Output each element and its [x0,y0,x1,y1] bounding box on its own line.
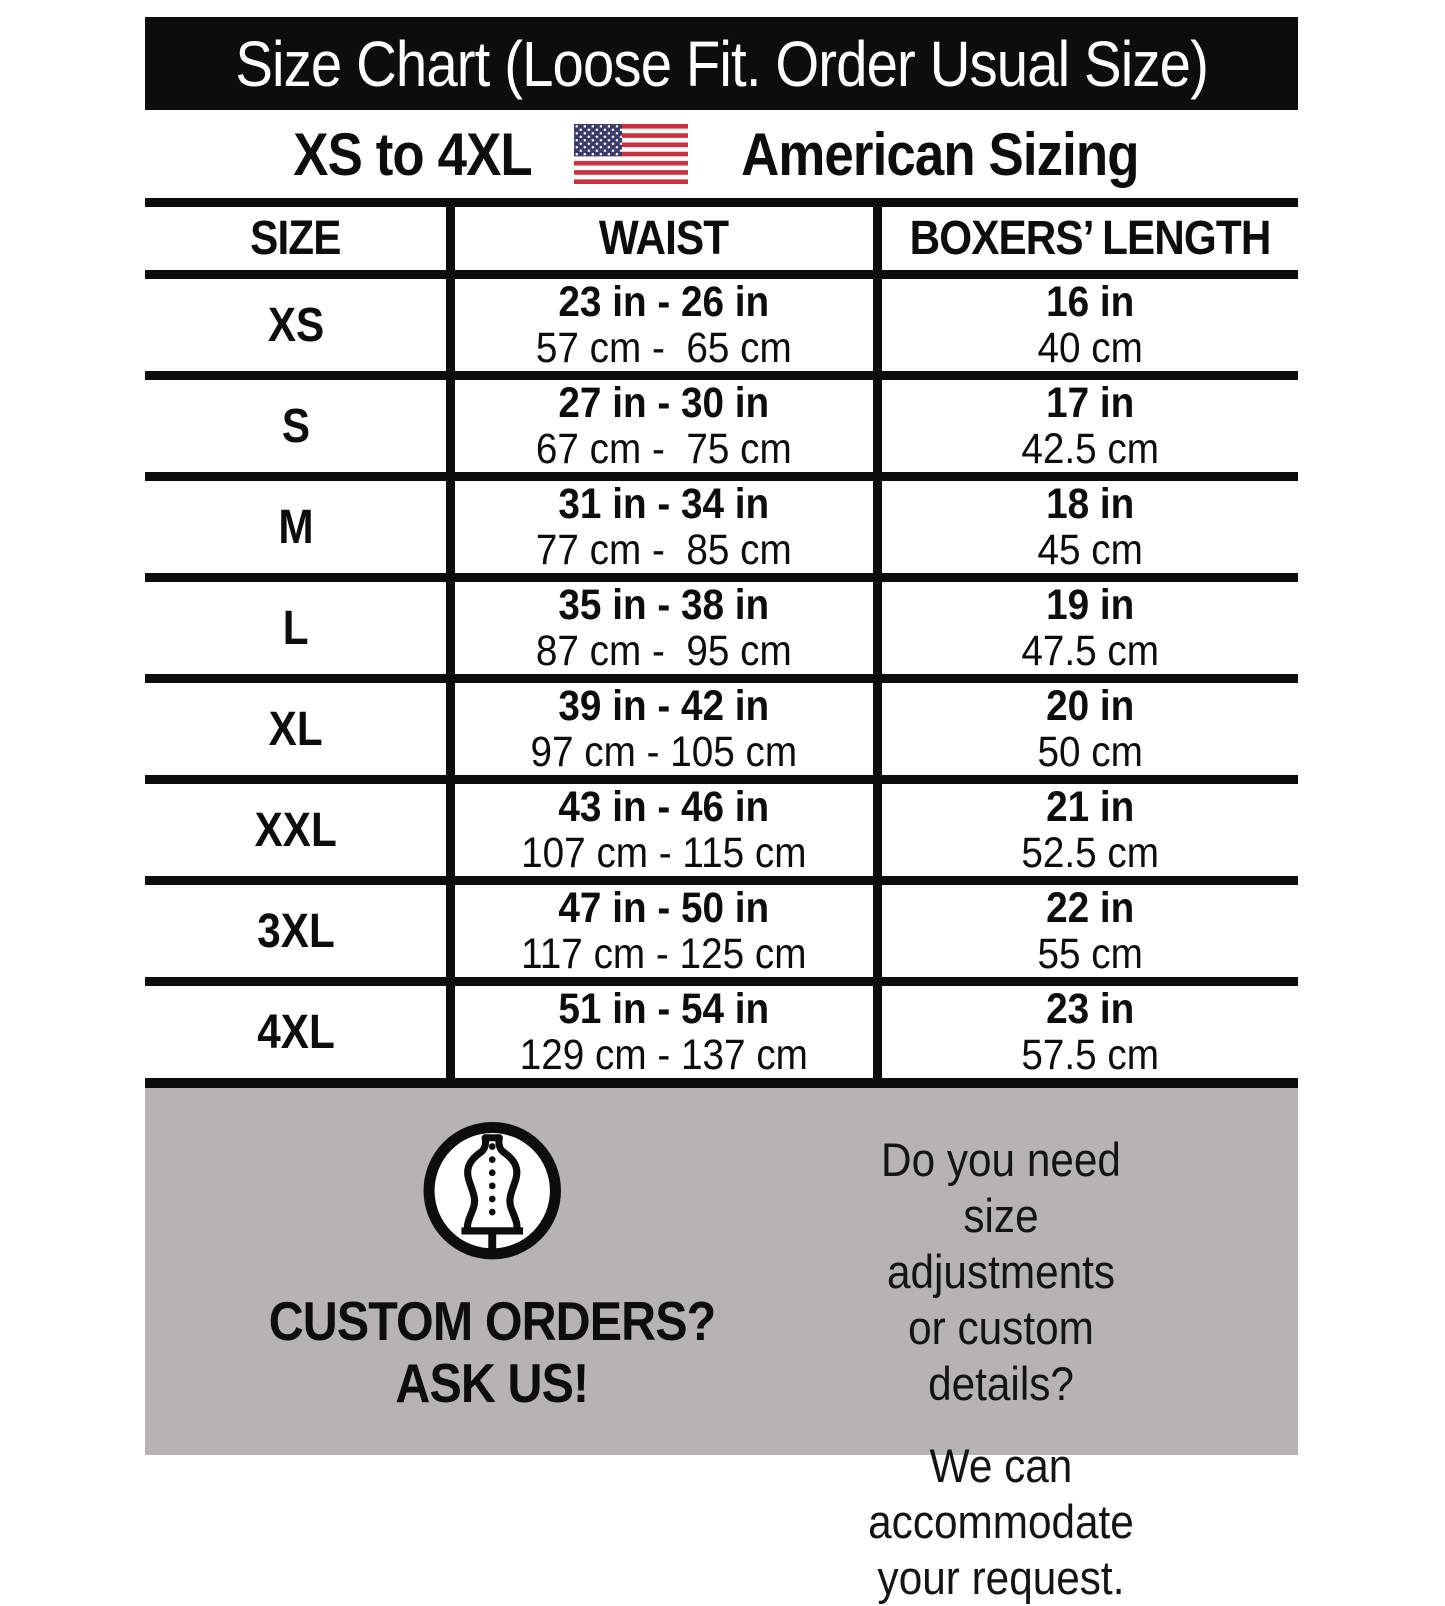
table-row [145,679,1298,780]
table-row [145,275,1298,376]
size-label: 3XL [256,904,335,958]
page-title: Size Chart (Loose Fit. Order Usual Size) [235,27,1208,100]
length-cell [877,982,1298,1084]
title-bar [145,17,1298,110]
table-row [145,578,1298,679]
custom-orders-line2: ASK US! [395,1352,589,1414]
size-label: XL [268,702,323,756]
waist-inches: 23 in - 26 in [558,278,770,326]
sizing-label: American Sizing [741,120,1139,188]
table-row [145,881,1298,982]
length-cell [877,477,1298,578]
size-cell [145,376,451,477]
question-line3: or custom details? [908,1301,1094,1410]
size-cell [145,477,451,578]
waist-inches: 39 in - 42 in [558,682,770,730]
subtitle-row [145,110,1298,198]
size-cell [145,275,451,376]
length-inches: 22 in [1045,884,1134,932]
content [145,17,1298,1604]
question-line2: size adjustments [886,1189,1116,1298]
length-cell [877,578,1298,679]
waist-inches: 47 in - 50 in [558,884,770,932]
custom-orders-line1: CUSTOM ORDERS? [268,1290,716,1352]
waist-inches: 43 in - 46 in [558,783,770,831]
size-range-label: XS to 4XL [293,120,532,188]
dress-form-icon [413,1118,571,1276]
waist-cell [451,780,878,881]
waist-cell [451,275,878,376]
waist-cell [451,376,878,477]
length-cm: 55 cm [1037,930,1143,978]
length-inches: 21 in [1045,783,1134,831]
length-cm: 52.5 cm [1020,829,1159,877]
length-cell [877,780,1298,881]
size-label: S [281,399,310,453]
waist-inches: 51 in - 54 in [558,985,770,1033]
waist-inches: 35 in - 38 in [558,581,770,629]
answer-line1: We can accommodate [868,1439,1134,1548]
size-label: 4XL [256,1005,335,1059]
length-cm: 57.5 cm [1020,1031,1159,1079]
table-row [145,376,1298,477]
table-row [145,982,1298,1084]
length-inches: 19 in [1045,581,1134,629]
column-header-length: BOXERS’ LENGTH [909,212,1271,265]
waist-cm: 87 cm - 95 cm [535,627,792,675]
waist-cell [451,477,878,578]
question-line1: Do you need [881,1133,1121,1186]
waist-cm: 77 cm - 85 cm [535,526,792,574]
size-adjustments-text [853,1088,1150,1606]
length-cell [877,881,1298,982]
waist-cell [451,679,878,780]
waist-cell [451,578,878,679]
table-row [145,477,1298,578]
length-inches: 20 in [1045,682,1134,730]
waist-cm: 97 cm - 105 cm [530,728,798,776]
size-cell [145,578,451,679]
size-cell [145,780,451,881]
length-inches: 17 in [1045,379,1134,427]
size-label: XS [267,298,324,352]
waist-cell [451,982,878,1084]
length-inches: 23 in [1045,985,1134,1033]
waist-inches: 31 in - 34 in [558,480,770,528]
column-header-size: SIZE [250,212,341,265]
column-header-waist: WAIST [451,203,878,275]
length-cell [877,376,1298,477]
waist-cm: 117 cm - 125 cm [521,930,807,978]
length-inches: 16 in [1045,278,1134,326]
length-cm: 42.5 cm [1020,425,1159,473]
custom-orders-block [238,1088,746,1414]
us-flag-icon [574,123,688,185]
custom-orders-footer [145,1088,1298,1604]
waist-cm: 129 cm - 137 cm [519,1031,808,1079]
size-label: M [277,500,314,554]
length-inches: 18 in [1045,480,1134,528]
size-cell [145,982,451,1084]
length-cm: 45 cm [1037,526,1143,574]
waist-cm: 107 cm - 115 cm [521,829,807,877]
table-header-row [145,203,1298,275]
waist-inches: 27 in - 30 in [558,379,770,427]
length-cell [877,679,1298,780]
waist-cell [451,881,878,982]
size-cell [145,679,451,780]
size-label: L [282,601,309,655]
length-cm: 50 cm [1037,728,1143,776]
length-cell [877,275,1298,376]
length-cm: 40 cm [1037,324,1143,372]
size-chart-table [145,198,1298,1088]
waist-cm: 57 cm - 65 cm [535,324,792,372]
waist-cm: 67 cm - 75 cm [535,425,792,473]
size-cell [145,881,451,982]
size-label: XXL [254,803,337,857]
length-cm: 47.5 cm [1020,627,1159,675]
answer-line2: your request. [877,1551,1125,1604]
table-row [145,780,1298,881]
